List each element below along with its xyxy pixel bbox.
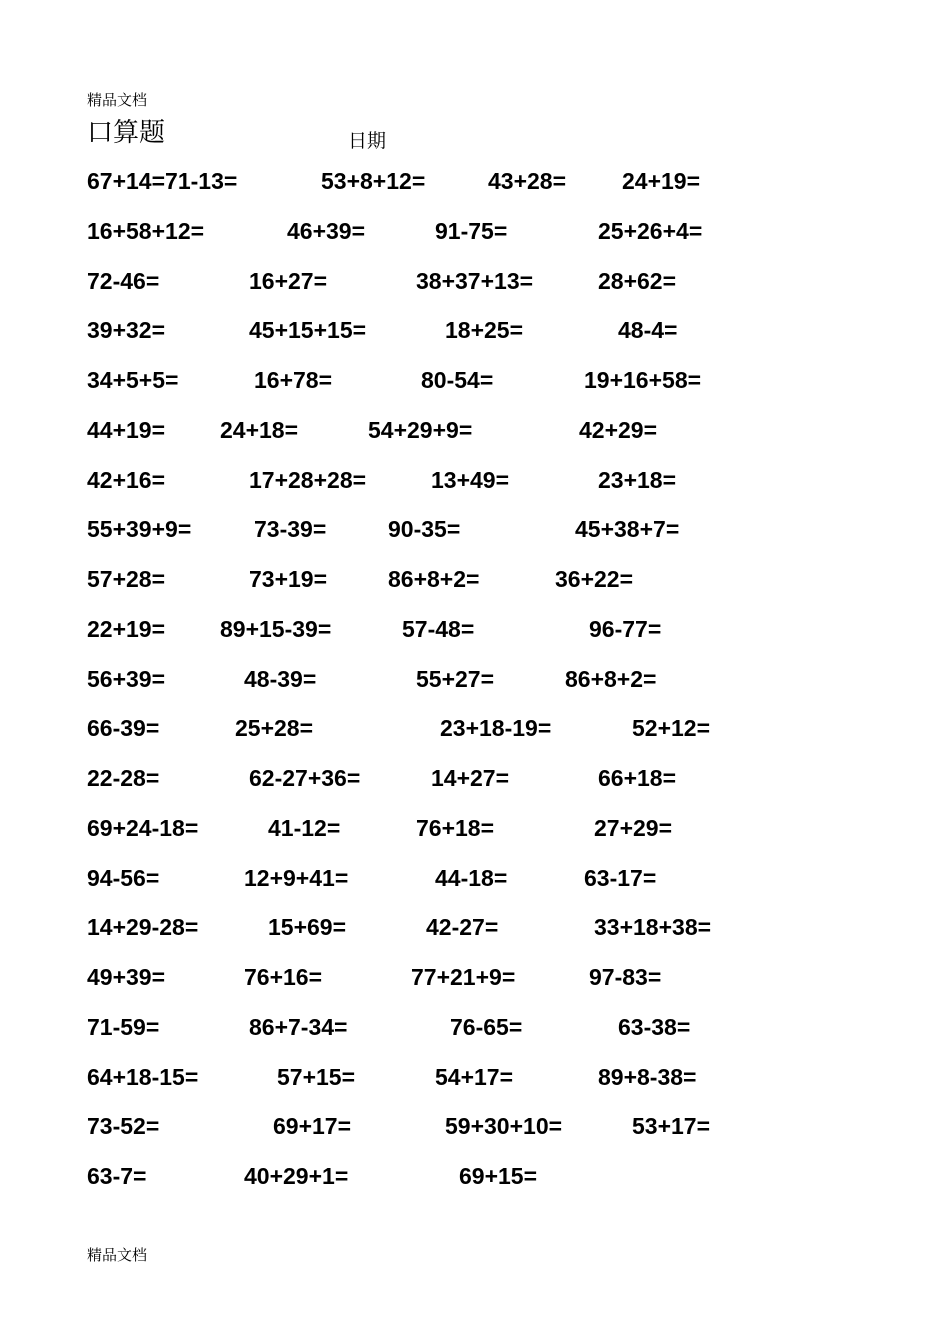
arithmetic-problem: 15+69= xyxy=(268,914,347,941)
arithmetic-problem: 48-4= xyxy=(618,317,678,344)
arithmetic-problem: 42+16= xyxy=(87,466,166,493)
arithmetic-problem: 40+29+1= xyxy=(244,1163,349,1189)
problem-row xyxy=(0,166,950,200)
header-note: 精品文档 xyxy=(87,91,148,109)
arithmetic-problem: 67+14=71-13= xyxy=(87,168,238,194)
arithmetic-problem: 57+28= xyxy=(87,566,166,592)
arithmetic-problem: 76+18= xyxy=(416,814,495,841)
footer-note: 精品文档 xyxy=(87,1246,148,1264)
arithmetic-problem: 39+32= xyxy=(87,317,166,344)
arithmetic-problem: 73-39= xyxy=(254,516,327,543)
arithmetic-problem: 69+15= xyxy=(459,1163,538,1189)
arithmetic-problem: 76-65= xyxy=(450,1013,523,1040)
problem-row xyxy=(0,315,950,349)
arithmetic-problem: 76+16= xyxy=(244,964,323,990)
arithmetic-problem: 16+58+12= xyxy=(87,217,205,244)
arithmetic-problem: 14+27= xyxy=(431,765,510,791)
problem-row xyxy=(0,962,950,996)
problem-row xyxy=(0,216,950,250)
arithmetic-problem: 63-7= xyxy=(87,1163,147,1189)
arithmetic-problem: 57+15= xyxy=(277,1063,356,1090)
arithmetic-problem: 48-39= xyxy=(244,665,317,692)
problem-row xyxy=(0,1062,950,1096)
arithmetic-problem: 45+38+7= xyxy=(575,516,680,543)
arithmetic-problem: 23+18= xyxy=(598,466,677,493)
problem-row xyxy=(0,1012,950,1046)
arithmetic-problem: 63-38= xyxy=(618,1013,691,1040)
problem-row xyxy=(0,912,950,946)
arithmetic-problem: 46+39= xyxy=(287,217,366,244)
problem-row xyxy=(0,763,950,797)
date-label: 日期 xyxy=(348,130,387,152)
arithmetic-problem: 69+24-18= xyxy=(87,814,199,841)
arithmetic-problem: 27+29= xyxy=(594,814,673,841)
arithmetic-problem: 66+18= xyxy=(598,765,677,791)
arithmetic-problem: 86+8+2= xyxy=(388,566,480,592)
problem-row xyxy=(0,614,950,648)
arithmetic-problem: 57-48= xyxy=(402,615,475,642)
arithmetic-problem: 33+18+38= xyxy=(594,914,712,941)
arithmetic-problem: 64+18-15= xyxy=(87,1063,199,1090)
arithmetic-problem: 42-27= xyxy=(426,914,499,941)
problem-row xyxy=(0,1161,950,1195)
arithmetic-problem: 96-77= xyxy=(589,615,662,642)
arithmetic-problem: 28+62= xyxy=(598,267,677,294)
page-title: 口算题 xyxy=(87,118,166,148)
arithmetic-problem: 73+19= xyxy=(249,566,328,592)
problem-row xyxy=(0,863,950,897)
arithmetic-problem: 77+21+9= xyxy=(411,964,516,990)
arithmetic-problem: 17+28+28= xyxy=(249,466,367,493)
arithmetic-problem: 25+28= xyxy=(235,715,314,742)
problem-row xyxy=(0,514,950,548)
arithmetic-problem: 54+29+9= xyxy=(368,416,473,443)
problem-row xyxy=(0,1111,950,1145)
arithmetic-problem: 89+15-39= xyxy=(220,615,332,642)
arithmetic-problem: 24+18= xyxy=(220,416,299,443)
arithmetic-problem: 36+22= xyxy=(555,566,634,592)
arithmetic-problem: 16+27= xyxy=(249,267,328,294)
arithmetic-problem: 34+5+5= xyxy=(87,367,179,393)
arithmetic-problem: 55+27= xyxy=(416,665,495,692)
arithmetic-problem: 94-56= xyxy=(87,864,160,891)
arithmetic-problem: 53+17= xyxy=(632,1113,711,1140)
arithmetic-problem: 44-18= xyxy=(435,864,508,891)
arithmetic-problem: 63-17= xyxy=(584,864,657,891)
arithmetic-problem: 38+37+13= xyxy=(416,267,534,294)
problem-row xyxy=(0,813,950,847)
arithmetic-problem: 23+18-19= xyxy=(440,715,552,742)
arithmetic-problem: 44+19= xyxy=(87,416,166,443)
arithmetic-problem: 80-54= xyxy=(421,367,494,393)
arithmetic-problem: 71-59= xyxy=(87,1013,160,1040)
arithmetic-problem: 91-75= xyxy=(435,217,508,244)
arithmetic-problem: 55+39+9= xyxy=(87,516,192,543)
arithmetic-problem: 54+17= xyxy=(435,1063,514,1090)
arithmetic-problem: 86+7-34= xyxy=(249,1013,348,1040)
arithmetic-problem: 49+39= xyxy=(87,964,166,990)
problem-row xyxy=(0,564,950,598)
arithmetic-problem: 53+8+12= xyxy=(321,168,426,194)
arithmetic-problem: 45+15+15= xyxy=(249,317,367,344)
arithmetic-problem: 13+49= xyxy=(431,466,510,493)
arithmetic-problem: 19+16+58= xyxy=(584,367,702,393)
arithmetic-problem: 59+30+10= xyxy=(445,1113,563,1140)
arithmetic-problem: 22-28= xyxy=(87,765,160,791)
arithmetic-problem: 12+9+41= xyxy=(244,864,349,891)
problem-row xyxy=(0,266,950,300)
arithmetic-problem: 25+26+4= xyxy=(598,217,703,244)
arithmetic-problem: 56+39= xyxy=(87,665,166,692)
arithmetic-problem: 97-83= xyxy=(589,964,662,990)
arithmetic-problem: 69+17= xyxy=(273,1113,352,1140)
arithmetic-problem: 18+25= xyxy=(445,317,524,344)
arithmetic-problem: 41-12= xyxy=(268,814,341,841)
arithmetic-problem: 43+28= xyxy=(488,168,567,194)
arithmetic-problem: 52+12= xyxy=(632,715,711,742)
arithmetic-problem: 86+8+2= xyxy=(565,665,657,692)
arithmetic-problem: 24+19= xyxy=(622,168,701,194)
problem-row xyxy=(0,465,950,499)
arithmetic-problem: 62-27+36= xyxy=(249,765,361,791)
problem-row xyxy=(0,365,950,399)
arithmetic-problem: 89+8-38= xyxy=(598,1063,697,1090)
arithmetic-problem: 90-35= xyxy=(388,516,461,543)
arithmetic-problem: 22+19= xyxy=(87,615,166,642)
arithmetic-problem: 66-39= xyxy=(87,715,160,742)
arithmetic-problem: 16+78= xyxy=(254,367,333,393)
arithmetic-problem: 73-52= xyxy=(87,1113,160,1140)
problem-row xyxy=(0,415,950,449)
arithmetic-problem: 14+29-28= xyxy=(87,914,199,941)
arithmetic-problem: 42+29= xyxy=(579,416,658,443)
problem-row xyxy=(0,713,950,747)
problem-row xyxy=(0,664,950,698)
arithmetic-problem: 72-46= xyxy=(87,267,160,294)
